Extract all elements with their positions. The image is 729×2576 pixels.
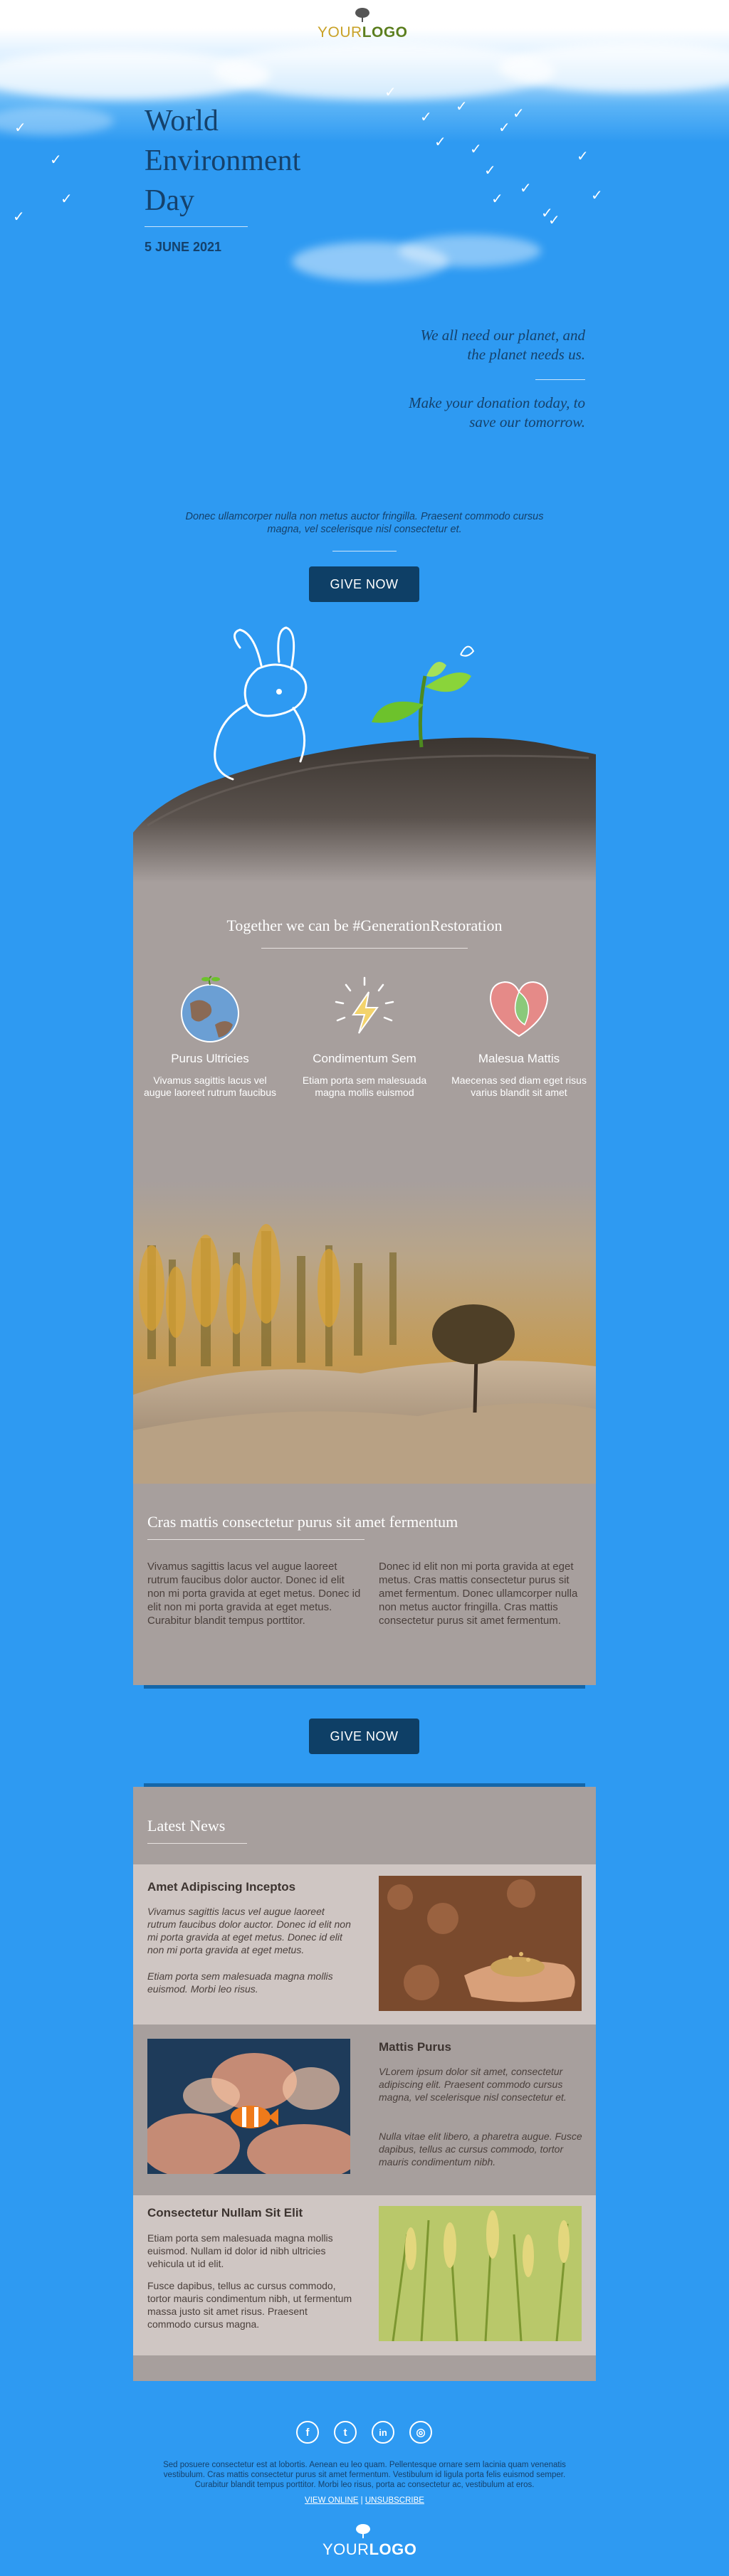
heart-leaf-icon (485, 975, 553, 1043)
desert-photo (133, 1181, 596, 1484)
feature-1 (142, 975, 278, 1099)
news-divider (147, 1843, 247, 1844)
quote-divider (535, 379, 585, 380)
article-col-2: Donec id elit non mi porta gravida at eget metus. Cras mattis consectetur purus sit amet fermentum. Donec ullamcorper nulla non metus auctor fringilla. Cras mattis consectetur purus sit amet fermentum. (379, 1561, 578, 1627)
news-item-2-title[interactable]: Mattis Purus (379, 2040, 452, 2054)
feature-3-title: Malesua Mattis (478, 1052, 560, 1065)
earth-icon (176, 975, 244, 1043)
together-divider (261, 948, 468, 949)
article-divider (147, 1539, 364, 1540)
link-separator: | (360, 2496, 363, 2505)
footer-logo[interactable] (322, 2540, 416, 2559)
view-online-link[interactable]: VIEW ONLINE (305, 2496, 359, 2505)
news-heading: Latest News (147, 1817, 226, 1835)
logo-text-logo: LOGO (362, 24, 408, 41)
footer-logo-text-logo: LOGO (369, 2540, 417, 2558)
logo-tree-icon (355, 2523, 371, 2539)
feature-1-desc: Vivamus sagittis lacus vel augue laoreet rutrum faucibus (144, 1075, 276, 1098)
news-item-1-image[interactable] (379, 1876, 582, 2011)
give-now-button-2[interactable]: GIVE NOW (309, 1719, 419, 1754)
news-item-2-text-2: Nulla vitae elit libero, a pharetra augue. Fusce dapibus, tellus ac cursus commodo, tortor mauris condimentum nibh. (379, 2131, 582, 2168)
news-item-3-image[interactable] (379, 2206, 582, 2341)
energy-icon (330, 975, 399, 1043)
article-heading: Cras mattis consectetur purus sit amet fermentum (147, 1513, 458, 1531)
facebook-icon[interactable]: f (296, 2421, 319, 2444)
article-accent-bar (144, 1685, 585, 1689)
news-item-1-text-2: Etiam porta sem malesuada magna mollis euismod. Morbi leo risus. (147, 1970, 333, 1995)
news-item-2-image[interactable] (147, 2039, 350, 2174)
unsubscribe-link[interactable]: UNSUBSCRIBE (364, 2496, 424, 2505)
news-item-3-text-2: Fusce dapibus, tellus ac cursus commodo, tortor mauris condimentum nibh, ut fermentum massa justo sit amet risus. Praesent commodo cursus magna. (147, 2280, 352, 2330)
instagram-icon[interactable]: ◎ (409, 2421, 432, 2444)
logo-text-your: YOUR (318, 24, 362, 41)
together-heading: Together we can be #GenerationRestoration (226, 917, 503, 934)
feature-2 (297, 975, 432, 1099)
quote-1: We all need our planet, and the planet needs us. (420, 327, 585, 363)
feature-3-desc: Maecenas sed diam eget risus varius blandit sit amet (451, 1075, 587, 1098)
intro-text: Donec ullamcorper nulla non metus auctor fringilla. Praesent commodo cursus magna, vel scelerisque nisl consectetur et. (185, 511, 544, 535)
footer-legal: Sed posuere consectetur est at lobortis. Aenean eu leo quam. Pellentesque ornare sem lacinia quam venenatis vestibulum. Cras mattis consectetur purus sit amet fermentum. Vestibulum id ligula porta felis euismod semper. Curabitur blandit tempus porttitor. Morbi leo risus, porta ac consectetur ac, vestibulum at eros. (163, 2461, 566, 2489)
article-col-1: Vivamus sagittis lacus vel augue laoreet rutrum faucibus dolor auctor. Donec id elit non mi porta gravida at eget metus. Donec id elit non mi porta gravida at eget metus. Curabitur blandit tempus porttitor. (147, 1561, 361, 1627)
twitter-icon[interactable]: t (334, 2421, 357, 2444)
news-item-3-title[interactable]: Consectetur Nullam Sit Elit (147, 2206, 303, 2219)
logo-tree-icon (355, 7, 370, 23)
footer-links (0, 2496, 729, 2505)
news-item-3-text-1: Etiam porta sem malesuada magna mollis euismod. Nullam id dolor id nibh ultricies vehicula ut id elit. (147, 2232, 333, 2269)
hero-date: 5 JUNE 2021 (145, 240, 222, 254)
news-item-1-title[interactable]: Amet Adipiscing Inceptos (147, 1880, 296, 1894)
linkedin-icon[interactable]: in (372, 2421, 394, 2444)
give-now-button[interactable]: GIVE NOW (309, 566, 419, 602)
footer-logo-text-your: YOUR (322, 2540, 369, 2558)
news-item-1-text-1: Vivamus sagittis lacus vel augue laoreet rutrum faucibus dolor auctor. Donec id elit non mi porta gravida at eget metus. Donec id elit non mi porta gravida at eget metus. (147, 1906, 351, 1955)
soil-illustration (133, 626, 596, 882)
header-logo[interactable] (318, 24, 408, 41)
feature-2-title: Condimentum Sem (313, 1052, 416, 1065)
quote-2: Make your donation today, to save our tomorrow. (409, 394, 585, 431)
feature-1-title: Purus Ultricies (171, 1052, 249, 1065)
title-divider (145, 226, 248, 227)
feature-3 (451, 975, 587, 1099)
news-item-2-text-1: VLorem ipsum dolor sit amet, consectetur adipiscing elit. Praesent commodo cursus magna, vel scelerisque nisl consectetur et. (379, 2066, 567, 2103)
hero-title: World Environment Day (145, 105, 301, 217)
feature-2-desc: Etiam porta sem malesuada magna mollis euismod (302, 1075, 427, 1098)
